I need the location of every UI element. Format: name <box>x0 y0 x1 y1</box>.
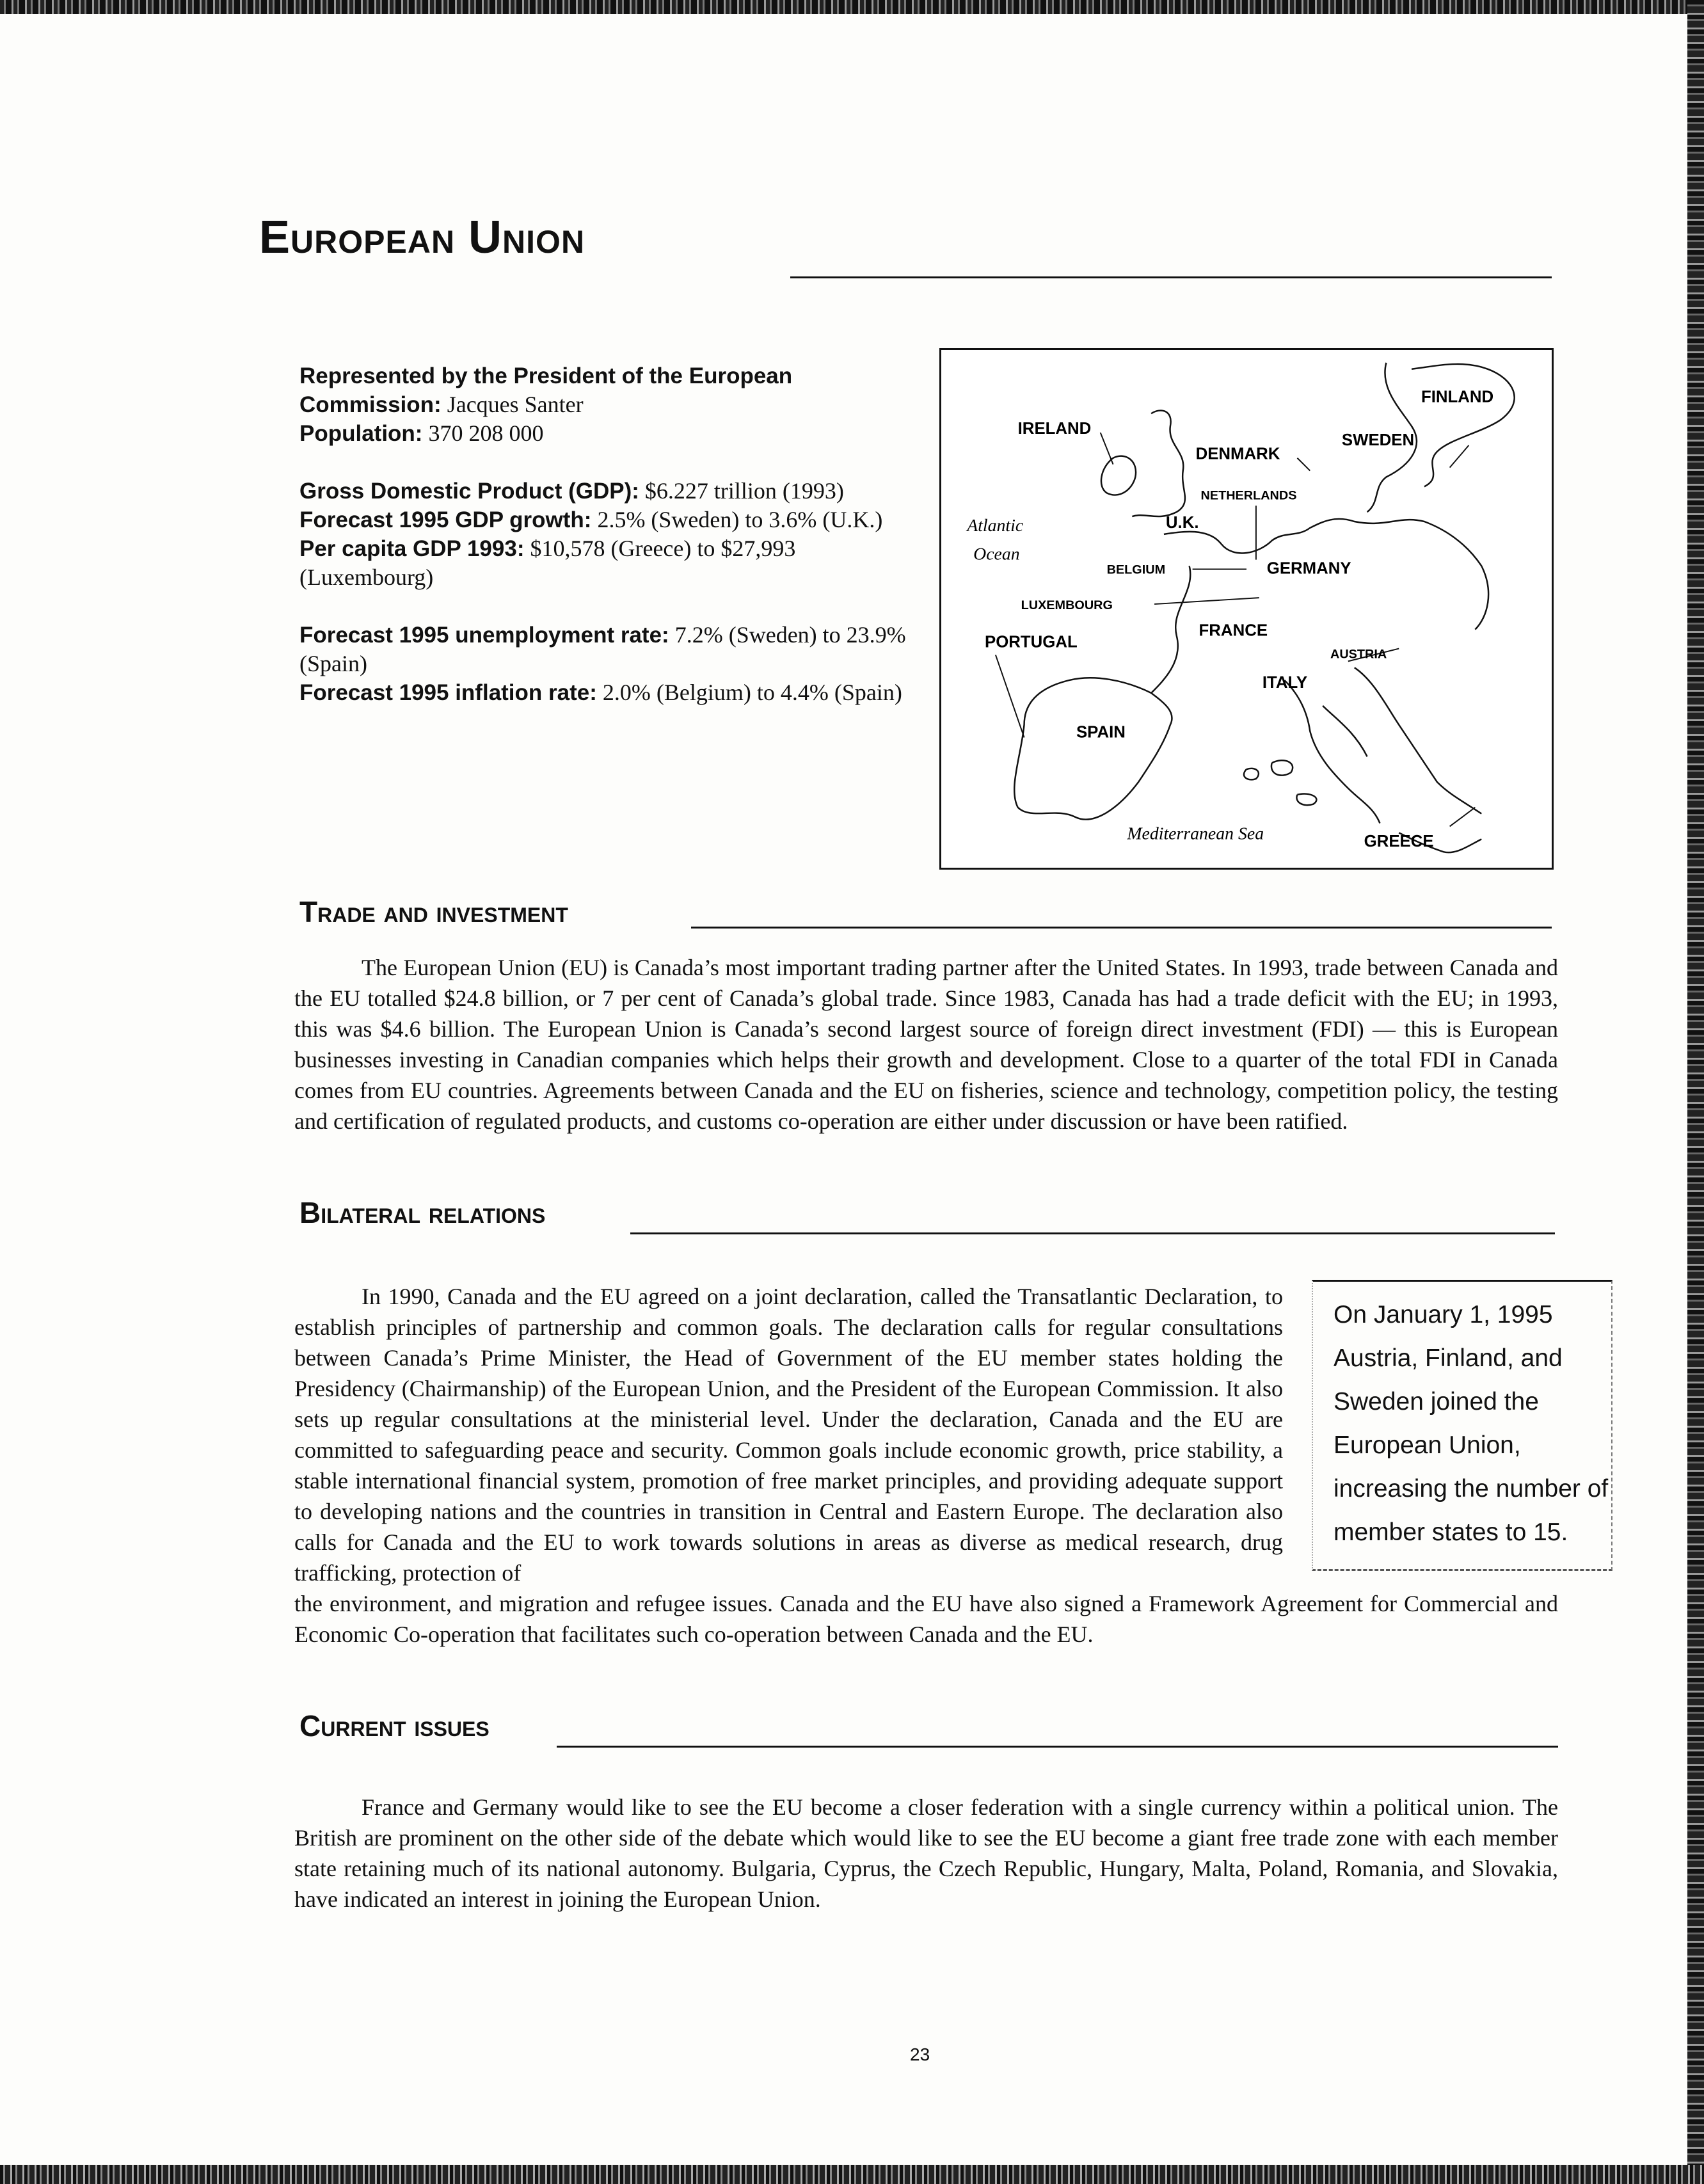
leader-denmark <box>1297 458 1310 471</box>
label-spain: SPAIN <box>1076 723 1126 742</box>
fact-population <box>299 419 907 448</box>
label-netherlands: NETHERLANDS <box>1200 488 1297 503</box>
leader-ireland <box>1101 433 1113 465</box>
heading-text: Trade and investment <box>299 895 568 929</box>
label-ireland: IRELAND <box>1017 420 1092 438</box>
page-number: 23 <box>910 2045 930 2064</box>
label-mediterranean: Mediterranean Sea <box>1127 824 1264 844</box>
label-finland: FINLAND <box>1421 388 1494 406</box>
europe-map-drawing <box>941 350 1552 868</box>
label-austria: AUSTRIA <box>1330 647 1387 662</box>
label-sweden: SWEDEN <box>1341 431 1415 449</box>
fact-value: Jacques Santer <box>447 392 584 417</box>
fact-gdp-growth <box>299 506 907 534</box>
label-italy: ITALY <box>1262 674 1308 692</box>
fact-label: Population: <box>299 421 423 446</box>
heading-text: Current issues <box>299 1709 490 1742</box>
islands <box>1244 760 1316 805</box>
leader-sweden <box>1450 445 1469 468</box>
fact-value: $10,578 (Greece) to $27,993 (Luxembourg) <box>299 536 796 590</box>
facts-spacer <box>299 448 907 477</box>
bilateral-paragraph-wrapped: In 1990, Canada and the EU agreed on a joint declaration, called the Transatlantic Declaration, to establish principles of partnership and common goals. The declaration calls for regular consultations between Canada’s Prime Minister, the Head of Government of the EU member states holding the Presidency (Chairmanship) of the European Union, and the President of the European Commission. It also sets up regular consultations at the ministerial level. Under the declaration, Canada and the EU are committed to safeguarding peace and security. Common goals include economic growth, price stability, a stable international financial system, promotion of free market principles, and providing adequate support to developing nations and the countries in transition in Central and Eastern Europe. The declaration also calls for Canada and the EU to work towards solutions in areas as diverse as medical research, drug trafficking, protection of <box>294 1284 1283 1586</box>
facts-spacer <box>299 592 907 621</box>
leader-portugal <box>996 655 1024 737</box>
map-labels <box>966 388 1493 850</box>
scan-edge-right <box>1687 0 1704 2184</box>
page-title-text: European Union <box>259 212 585 263</box>
title-rule <box>790 276 1552 278</box>
label-portugal: PORTUGAL <box>985 633 1078 651</box>
fact-value: 2.0% (Belgium) to 4.4% (Spain) <box>602 680 902 705</box>
fact-unemployment <box>299 621 907 678</box>
fact-label: Forecast 1995 inflation rate: <box>299 680 597 705</box>
label-luxembourg: LUXEMBOURG <box>1021 598 1113 612</box>
fact-label: Per capita GDP 1993: <box>299 536 525 561</box>
label-france: FRANCE <box>1198 621 1268 640</box>
sidebar-text: On January 1, 1995 Austria, Finland, and Sweden joined the European Union, increasing the number of member states to 15. <box>1334 1301 1609 1546</box>
heading-text: Bilateral relations <box>299 1196 546 1229</box>
label-atlantic: Atlantic <box>967 515 1024 536</box>
label-uk: U.K. <box>1165 513 1199 532</box>
label-greece: GREECE <box>1364 833 1434 851</box>
leader-luxembourg <box>1154 598 1259 604</box>
label-ocean: Ocean <box>973 544 1020 564</box>
fact-label: Forecast 1995 GDP growth: <box>299 507 592 532</box>
fact-per-capita-gdp <box>299 534 907 592</box>
fact-gdp <box>299 477 907 506</box>
section-heading-bilateral <box>299 1195 545 1230</box>
section-rule-current <box>557 1746 1558 1748</box>
section-rule-bilateral <box>630 1232 1555 1234</box>
fact-label: Forecast 1995 unemployment rate: <box>299 623 669 648</box>
uk-outline <box>1132 410 1185 516</box>
fact-label: Represented by the President of the European Commission: <box>299 363 793 417</box>
fact-value: 370 208 000 <box>428 420 544 446</box>
trade-paragraph: The European Union (EU) is Canada’s most important trading partner after the United States. In 1993, trade between Canada and the EU totalled $24.8 billion, or 7 per cent of Canada’s global trade. Since 1983, Canada has had a trade deficit with the EU; in 1993, this was $4.6 billion. The European Union is Canada’s second largest source of foreign direct investment (FDI) — this is European businesses investing in Canadian companies which helps their growth and development. Close to a quarter of the total FDI in Canada comes from EU countries. Agreements between Canada and the EU on fisheries, science and technology, competition policy, the testing and certification of regulated products, and customs co-operation are either under discussion or have been ratified. <box>294 955 1558 1134</box>
bilateral-paragraph-full: the environment, and migration and refugee issues. Canada and the EU have also signed a Framework Agreement for Commercial and Economic Co-operation that facilitates such co-operation between Canada and the EU. <box>294 1591 1558 1647</box>
scan-edge-top <box>0 0 1704 14</box>
fact-representative <box>299 362 907 419</box>
fact-value: 2.5% (Sweden) to 3.6% (U.K.) <box>597 507 883 532</box>
europe-map <box>939 348 1554 870</box>
fact-value: $6.227 trillion (1993) <box>644 478 844 504</box>
iberia-outline <box>1014 678 1172 819</box>
section-rule-trade <box>691 927 1552 929</box>
section-heading-trade <box>299 895 568 929</box>
label-belgium: BELGIUM <box>1106 562 1166 577</box>
section-heading-current <box>299 1709 490 1743</box>
fact-label: Gross Domestic Product (GDP): <box>299 479 639 504</box>
leader-greece <box>1450 808 1476 827</box>
france-outline <box>1151 566 1190 693</box>
scan-edge-bottom <box>0 2165 1704 2184</box>
sidebar-callout <box>1312 1280 1612 1571</box>
ireland-outline <box>1101 456 1136 495</box>
label-germany: GERMANY <box>1266 559 1351 578</box>
current-issues-paragraph: France and Germany would like to see the EU become a closer federation with a single currency within a political union. The British are prominent on the other side of the debate which would like to see the EU become a giant free trade zone with each member state retaining much of its national autonomy. Bulgaria, Cyprus, the Czech Republic, Hungary, Malta, Poland, Romania, and Slovakia, have indicated an interest in joining the European Union. <box>294 1794 1558 1912</box>
fact-value: 7.2% (Sweden) to 23.9% (Spain) <box>299 622 906 676</box>
page-title <box>259 211 585 264</box>
key-facts <box>299 362 907 707</box>
fact-inflation <box>299 678 907 707</box>
label-denmark: DENMARK <box>1195 445 1280 463</box>
balkans-outline <box>1355 667 1482 813</box>
